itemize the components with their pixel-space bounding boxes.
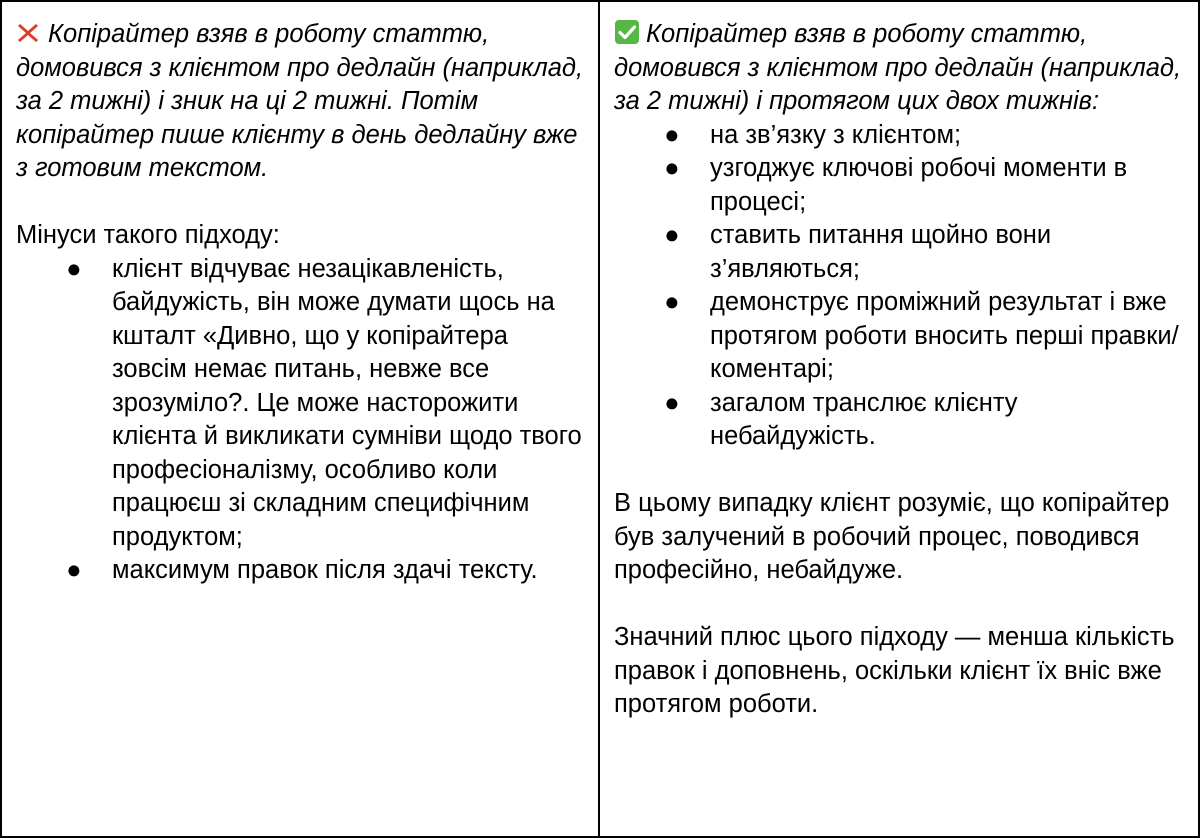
bullet-icon: ● — [664, 221, 680, 249]
good-practices-list — [614, 119, 1184, 454]
check-mark-icon — [614, 18, 646, 52]
bullet-icon: ● — [664, 154, 680, 182]
list-item — [66, 253, 584, 555]
bullet-icon: ● — [664, 288, 680, 316]
list-item — [664, 286, 1184, 387]
good-approach-intro — [614, 18, 1184, 119]
good-approach-cell — [600, 2, 1198, 836]
bullet-icon: ● — [664, 388, 680, 417]
list-item — [664, 219, 1184, 286]
list-item-text: ставить питання щойно вони з’являються; — [710, 221, 1052, 283]
minuses-list — [16, 253, 584, 588]
minuses-heading: Мінуси такого підходу: — [16, 221, 280, 249]
list-item-text: узгоджує ключові робочі моменти в процесі; — [710, 154, 1128, 216]
result-paragraph: В цьому випадку клієнт розуміє, що копірайтер був залучений в робочий процес, поводився професійно, небайдуже. — [614, 489, 1170, 584]
good-approach-intro-text: Копірайтер взяв в роботу статтю, домовився з клієнтом про дедлайн (наприклад, за 2 тижні) і протягом цих двох тижнів: — [614, 20, 1182, 115]
list-item-text: на зв’язку з клієнтом; — [710, 120, 962, 149]
list-item — [664, 119, 1184, 153]
bullet-icon: ● — [66, 254, 82, 283]
list-item-text: загалом транслює клієнту небайдужість. — [710, 388, 1018, 450]
bad-approach-intro — [16, 18, 584, 186]
bullet-icon: ● — [66, 556, 82, 584]
list-item-text: клієнт відчуває незацікавленість, байдужість, він може думати щось на кшталт «Дивно, що у копірайтера зовсім немає питань, невже все зрозуміло?. Це може насторожити клієнта й викликати сумніви щодо твого професіоналізму, особливо коли працюєш зі складним специфічним продуктом; — [112, 254, 582, 551]
list-item — [664, 152, 1184, 219]
bad-approach-cell — [2, 2, 600, 836]
list-item-text: демонструє проміжний результат і вже протягом роботи вносить перші правки/коментарі; — [710, 288, 1179, 383]
bullet-icon: ● — [664, 120, 680, 149]
bad-approach-intro-text: Копірайтер взяв в роботу статтю, домовився з клієнтом про дедлайн (наприклад, за 2 тижні) і зник на ці 2 тижні. Потім копірайтер пише клієнту в день дедлайну вже з готовим текстом. — [16, 20, 584, 182]
list-item-text: максимум правок після здачі тексту. — [112, 556, 538, 584]
list-item — [66, 554, 584, 588]
list-item — [664, 387, 1184, 454]
benefit-paragraph: Значний плюс цього підходу — менша кількість правок і доповнень, оскільки клієнт їх вніс вже протягом роботи. — [614, 623, 1175, 718]
cross-mark-icon — [16, 18, 48, 52]
